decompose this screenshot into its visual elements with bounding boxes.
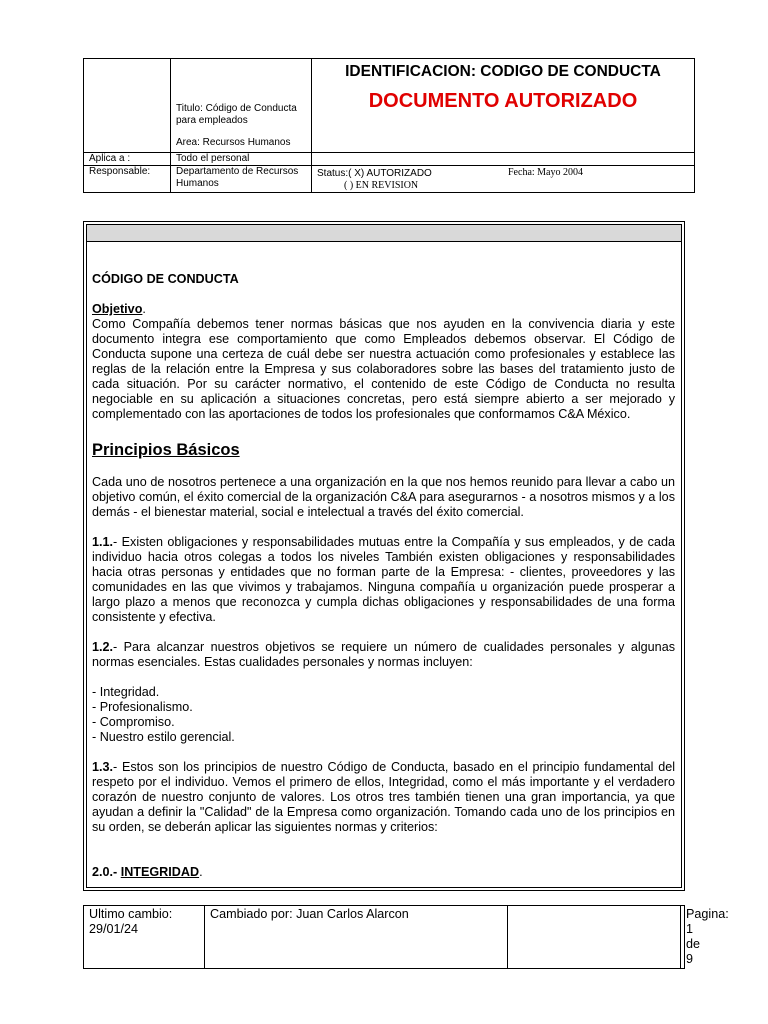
status-line1: Status:( X) AUTORIZADO [317, 168, 432, 179]
responsable-line2: Humanos [176, 178, 219, 189]
paragraph-1-1-text: - Existen obligaciones y responsabilidades mutuas entre la Compañía y sus empleados, y de cada individuo hacia otros colegas a todos los niveles También existen obligaciones y responsabilidades hacia otras personas y entidades que no forman parte de la Empresa: - clientes, proveedores y las comunidades en las que vivimos y trabajamos. Ninguna compañía u organización puede prosperar a largo plazo a menos que reconozca y cumpla dichas obligaciones y responsabilidades de una forma consistente y efectiva. [92, 535, 675, 624]
titulo-line1: Titulo: Código de Conducta [176, 103, 297, 114]
identification-title: IDENTIFICACION: CODIGO DE CONDUCTA [345, 63, 661, 80]
logo-cell [84, 59, 171, 153]
section-2-heading [92, 865, 675, 880]
document-body [87, 272, 681, 880]
objetivo-heading [92, 302, 675, 317]
principios-intro: Cada uno de nosotros pertenece a una organización en la que nos hemos reunido para llevar a cabo un objetivo común, el éxito comercial de la organización C&A para asegurarnos - a nosotros mismos y a los demás - el bienestar material, social e intelectual a través del éxito comercial. [92, 475, 675, 519]
values-list-item: - Integridad. [92, 685, 160, 699]
paragraph-1-2-text: - Para alcanzar nuestros objetivos se requiere un número de cualidades personales y algunas normas esenciales. Estas cualidades personales y normas incluyen: [92, 640, 675, 669]
section-2-number: 2.0.- [92, 865, 118, 879]
document-header-table [83, 58, 695, 193]
content-frame [83, 221, 685, 891]
paragraph-1-3-number: 1.3. [92, 760, 114, 774]
paragraph-1-1 [92, 535, 675, 625]
principios-heading: Principios Básicos [92, 441, 240, 459]
paragraph-1-2 [92, 640, 675, 670]
fecha-text: Fecha: Mayo 2004 [508, 167, 583, 178]
aplica-value: Todo el personal [171, 153, 312, 166]
responsable-value [171, 166, 312, 193]
identification-cell [312, 59, 695, 153]
objetivo-label: Objetivo [92, 302, 143, 316]
ultimo-cambio-date: 29/01/24 [89, 922, 139, 936]
aplica-empty [312, 153, 695, 166]
objetivo-dot: . [142, 302, 146, 316]
ultimo-cambio-label: Ultimo cambio: [89, 907, 173, 921]
values-list-item: - Nuestro estilo gerencial. [92, 730, 235, 744]
paragraph-1-3 [92, 760, 675, 835]
values-list-item: - Compromiso. [92, 715, 175, 729]
authorized-stamp: DOCUMENTO AUTORIZADO [368, 90, 638, 112]
document-heading: CÓDIGO DE CONDUCTA [92, 272, 239, 286]
titulo-line2: para empleados [176, 115, 248, 126]
document-footer-table [83, 905, 729, 969]
footer-empty-cell [508, 906, 681, 969]
title-cell [171, 59, 312, 153]
pagina-cell: Pagina: 1 de 9 [681, 906, 685, 969]
content-frame-inner [86, 224, 682, 888]
values-list-item: - Profesionalismo. [92, 700, 193, 714]
cambiado-por-cell: Cambiado por: Juan Carlos Alarcon [205, 906, 508, 969]
fecha-cell [503, 166, 695, 193]
aplica-label: Aplica a : [84, 153, 171, 166]
objetivo-paragraph: Como Compañía debemos tener normas básicas que nos ayuden en la convivencia diaria y este documento integra ese comportamiento que como Empleados debemos observar. El Código de Conducta supone una certeza de cuál debe ser nuestra actuación como profesionales y establece las reglas de la relación entre la Empresa y sus colaboradores sobre las bases del tratamiento justo de cada situación. Por su carácter normativo, el contenido de este Código de Conducta no resulta negociable en su aplicación a situaciones concretas, pero está siempre abierto a ser mejorado y complementado con las aportaciones de todos los profesionales que conformamos C&A México. [92, 317, 675, 421]
responsable-line1: Departamento de Recursos [176, 166, 299, 177]
area-line: Area: Recursos Humanos [176, 137, 291, 148]
gray-title-bar [87, 225, 681, 242]
responsable-label: Responsable: [84, 166, 171, 193]
status-line2: ( ) EN REVISION [344, 180, 419, 191]
paragraph-1-1-number: 1.1. [92, 535, 114, 549]
paragraph-1-2-number: 1.2. [92, 640, 114, 654]
status-cell [312, 166, 504, 193]
paragraph-1-3-text: - Estos son los principios de nuestro Código de Conducta, basado en el principio fundamental del respeto por el individuo. Vemos el primero de ellos, Integridad, como el más importante y el verdadero corazón de nuestro conjunto de valores. Los otros tres también tienen una gran importancia, ya que ayudan a definir la "Calidad" de la Empresa como organización. Tomando cada uno de los principios en su orden, se deberán aplicar las siguientes normas y criterios: [92, 760, 675, 834]
section-2-title: INTEGRIDAD [120, 865, 200, 879]
ultimo-cambio-cell [84, 906, 205, 969]
section-2-dot: . [199, 865, 203, 879]
